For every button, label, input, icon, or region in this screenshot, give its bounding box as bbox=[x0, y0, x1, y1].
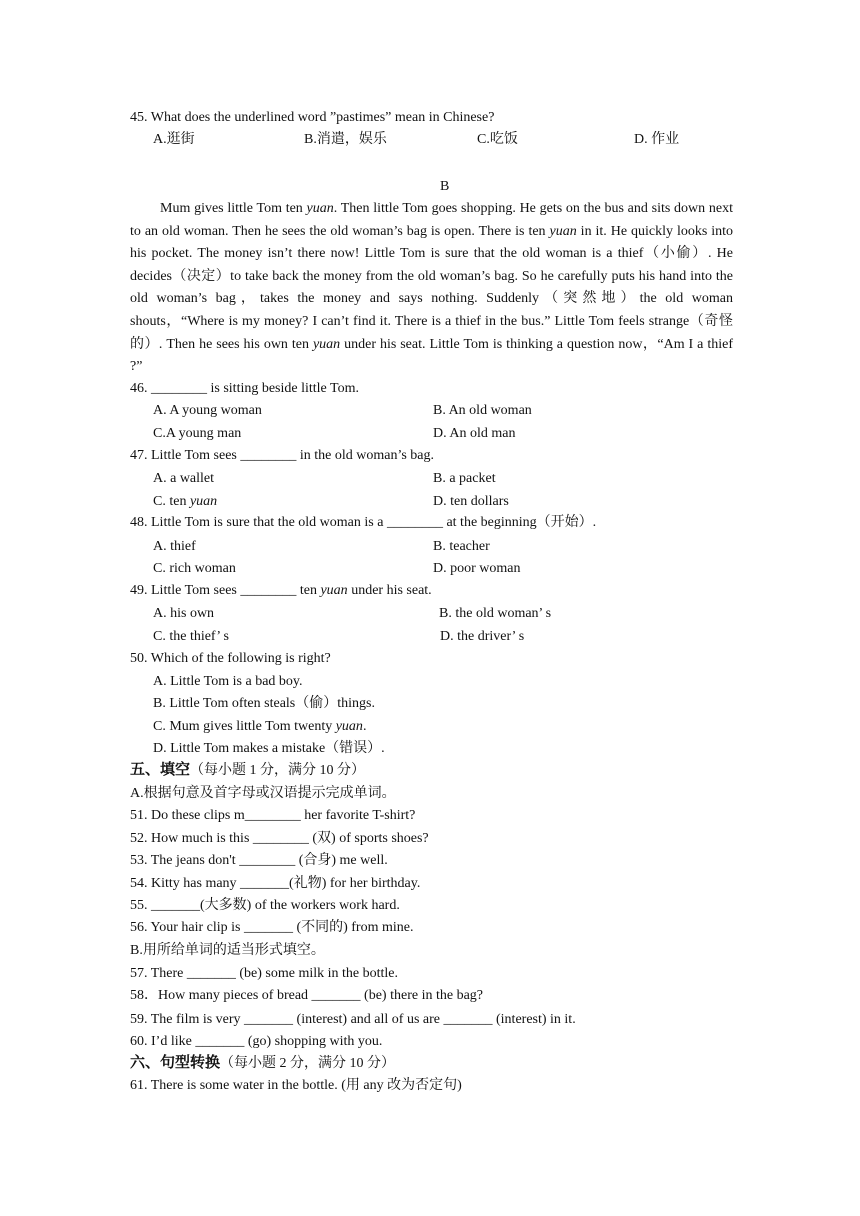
item-52: 52. How much is this ________ (双) of sports shoes? bbox=[130, 831, 429, 846]
item-55: 55. _______(大多数) of the workers work hard. bbox=[130, 898, 400, 913]
q48-option-b: B. teacher bbox=[433, 539, 490, 554]
q50-option-a: A. Little Tom is a bad boy. bbox=[153, 674, 303, 689]
q47-option-c: C. ten yuan bbox=[153, 494, 218, 509]
q48-option-a: A. thief bbox=[153, 539, 196, 554]
q50-option-d: D. Little Tom makes a mistake（错误）. bbox=[153, 741, 385, 756]
item-56: 56. Your hair clip is _______ (不同的) from mine. bbox=[130, 920, 414, 935]
section5-part-b-instruction: B.用所给单词的适当形式填空。 bbox=[130, 943, 325, 958]
q46-option-b: B. An old woman bbox=[433, 403, 532, 418]
q49-option-b: B. the old woman’ s bbox=[439, 606, 552, 621]
q47-stem: 47. Little Tom sees ________ in the old woman’s bag. bbox=[130, 448, 435, 463]
section5-heading: 五、填空（每小题 1 分，满分 10 分） bbox=[130, 762, 366, 778]
q45-option-c: C.吃饭 bbox=[477, 132, 518, 147]
section5-part-a-instruction: A.根据句意及首字母或汉语提示完成单词。 bbox=[130, 786, 396, 801]
q48-stem: 48. Little Tom is sure that the old woman is a ________ at the beginning（开始）. bbox=[130, 515, 597, 530]
item-58: 58．How many pieces of bread _______ (be) there in the bag? bbox=[130, 988, 483, 1003]
section6-heading: 六、句型转换（每小题 2 分，满分 10 分） bbox=[130, 1055, 396, 1071]
q45-option-d: D. 作业 bbox=[634, 132, 680, 147]
item-54: 54. Kitty has many _______(礼物) for her birthday. bbox=[130, 876, 421, 891]
item-53: 53. The jeans don't ________ (合身) me well. bbox=[130, 853, 388, 868]
q47-option-b: B. a packet bbox=[433, 471, 496, 486]
q46-stem: 46. ________ is sitting beside little Tom. bbox=[130, 381, 359, 396]
item-59: 59. The film is very _______ (interest) and all of us are _______ (interest) in it. bbox=[130, 1012, 576, 1027]
item-57: 57. There _______ (be) some milk in the bottle. bbox=[130, 966, 399, 981]
q45-option-a: A.逛街 bbox=[153, 132, 195, 147]
item-51: 51. Do these clips m________ her favorite T-shirt? bbox=[130, 808, 416, 823]
q46-option-a: A. A young woman bbox=[153, 403, 262, 418]
item-61: 61. There is some water in the bottle. (用 any 改为否定句) bbox=[130, 1078, 462, 1093]
q49-option-c: C. the thief’ s bbox=[153, 629, 229, 644]
q46-option-d: D. An old man bbox=[433, 426, 516, 441]
q48-option-c: C. rich woman bbox=[153, 561, 236, 576]
q49-stem: 49. Little Tom sees ________ ten yuan under his seat. bbox=[130, 583, 432, 598]
q48-option-d: D. poor woman bbox=[433, 561, 521, 576]
q46-option-c: C.A young man bbox=[153, 426, 242, 441]
q47-option-a: A. a wallet bbox=[153, 471, 215, 486]
q50-stem: 50. Which of the following is right? bbox=[130, 651, 331, 666]
q50-option-b: B. Little Tom often steals（偷）things. bbox=[153, 696, 375, 711]
passage-b-text: Mum gives little Tom ten yuan. Then little Tom goes shopping. He gets on the bus and sits down next to an old woman. Then he sees the old woman’s bag is open. There is ten yuan in it. He quickly looks into his pocket. The money isn’t there now! Little Tom is sure that the old woman is a thief（小偷）. He decides（决定）to take back the money from the old woman’s bag. So he carefully puts his hand into the old woman’s bag，takes the money and says nothing. Suddenly（突然地）the old woman shouts，“Where is my money? I can’t find it. There is a thief in the bus.” Little Tom feels strange（奇怪的）. Then he sees his own ten yuan under his seat. Little Tom is thinking a question now，“Am I a thief ?” bbox=[130, 201, 734, 375]
q45-option-b: B.消遣，娱乐 bbox=[304, 132, 387, 147]
passage-heading: B bbox=[440, 179, 450, 194]
q49-option-d: D. the driver’ s bbox=[440, 629, 525, 644]
q49-option-a: A. his own bbox=[153, 606, 215, 621]
q45-stem: 45. What does the underlined word ”pastimes” mean in Chinese? bbox=[130, 110, 495, 125]
q50-option-c: C. Mum gives little Tom twenty yuan. bbox=[153, 719, 367, 734]
item-60: 60. I’d like _______ (go) shopping with you. bbox=[130, 1034, 383, 1049]
q47-option-d: D. ten dollars bbox=[433, 494, 509, 509]
